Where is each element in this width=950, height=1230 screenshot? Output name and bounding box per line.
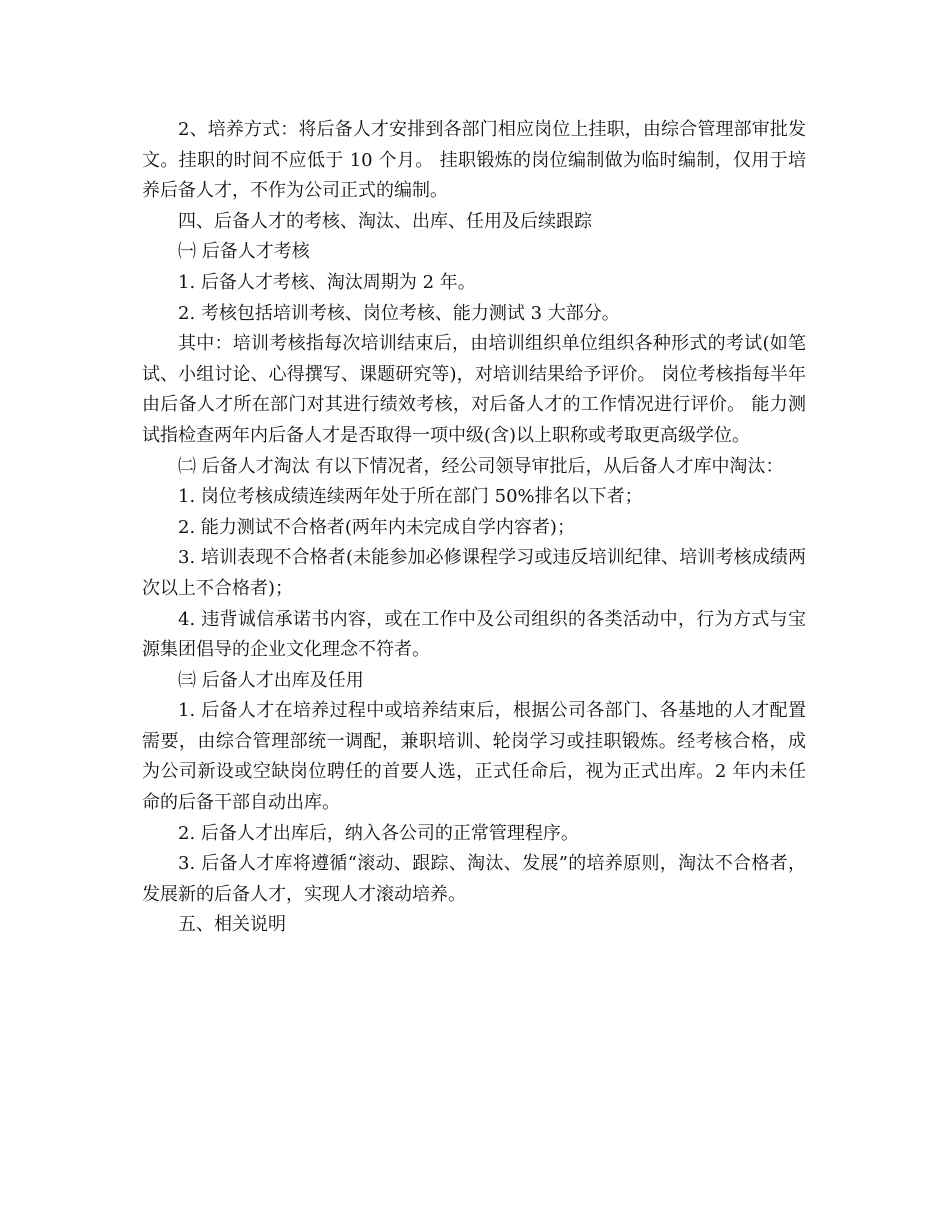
list-item: 4. 违背诚信承诺书内容，或在工作中及公司组织的各类活动中，行为方式与宝源集团倡导的企业文化理念不符者。 — [142, 608, 806, 661]
list-item: 1. 岗位考核成绩连续两年处于所在部门 50%排名以下者； — [178, 486, 643, 508]
list-item: 3. 后备人才库将遵循“滚动、跟踪、淘汰、发展”的培养原则，淘汰不合格者，发展新的后备人才，实现人才滚动培养。 — [142, 853, 806, 905]
paragraph-assessment-details: 其中：培训考核指每次培训结束后，由培训组织单位组织各种形式的考试(如笔试、小组讨论、心得撰写、课题研究等)，对培训结果给予评价。 岗位考核指每半年由后备人才所在部门对其进行绩效考核，对后备人才的工作情况进行评价。 能力测试指检查两年内后备人才是否取得一项中级(含)以上职称或考取更高级学位。 — [142, 333, 806, 446]
subsection-heading-release: ㈢ 后备人才出库及任用 — [178, 669, 364, 691]
subsection-heading-assessment: ㈠ 后备人才考核 — [178, 241, 310, 263]
paragraph-training-method: 2、培养方式：将后备人才安排到各部门相应岗位上挂职，由综合管理部审批发文。挂职的时间不应低于 10 个月。 挂职锻炼的岗位编制做为临时编制，仅用于培养后备人才，不作为公司正式的编制。 — [142, 119, 806, 202]
list-item: 3. 培训表现不合格者(未能参加必修课程学习或违反培训纪律、培训考核成绩两次以上不合格者)； — [142, 547, 806, 599]
section-heading-assessment: 四、后备人才的考核、淘汰、出库、任用及后续跟踪 — [178, 210, 592, 232]
list-item: 2. 考核包括培训考核、岗位考核、能力测试 3 大部分。 — [178, 302, 620, 324]
section-heading-notes: 五、相关说明 — [178, 914, 286, 936]
list-item: 2. 后备人才出库后，纳入各公司的正常管理程序。 — [178, 822, 579, 844]
list-item: 2. 能力测试不合格者(两年内未完成自学内容者)； — [178, 516, 575, 538]
list-item: 1. 后备人才考核、淘汰周期为 2 年。 — [178, 271, 476, 293]
list-item: 1. 后备人才在培养过程中或培养结束后，根据公司各部门、各基地的人才配置需要，由综合管理部统一调配，兼职培训、轮岗学习或挂职锻炼。经考核合格，成为公司新设或空缺岗位聘任的首要人选，正式任命后，视为正式出库。2 年内未任命的后备干部自动出库。 — [142, 700, 806, 814]
document-body — [142, 115, 806, 941]
subsection-heading-elimination: ㈡ 后备人才淘汰 有以下情况者，经公司领导审批后，从后备人才库中淘汰： — [178, 455, 784, 477]
